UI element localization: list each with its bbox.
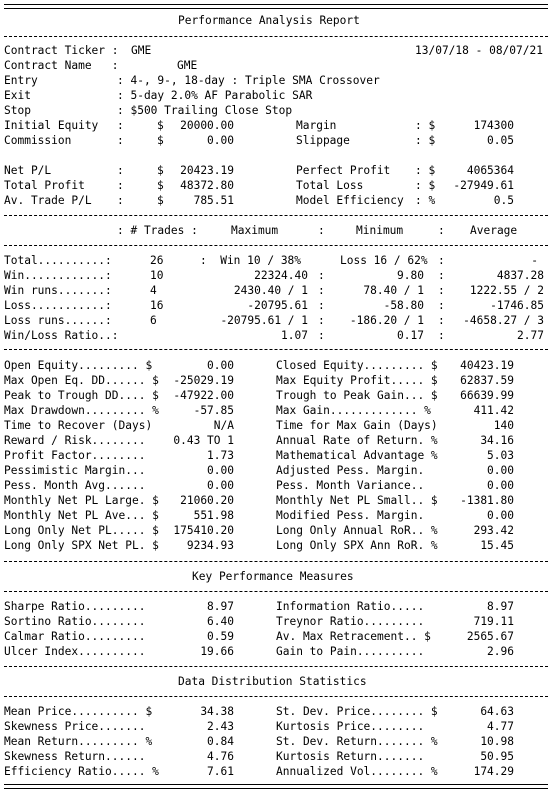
metric-value: 293.42 [473,524,514,537]
metric-value: -1381.80 [460,494,514,507]
metric-label: Skewness Return...... [4,750,146,763]
model-eff-colon: : % [415,194,436,207]
trade-row-max: -20795.61 [247,299,308,312]
metric-label: Pess. Month Avg...... [4,479,146,492]
metric-value: 7.61 [207,765,234,778]
stop-value: : $500 Trailing Close Stop [117,104,293,117]
trade-row-avg: -1746.85 [490,299,544,312]
metric-label: Calmar Ratio......... [4,630,146,643]
trade-row-label: Total..........: [4,254,112,267]
metric-label: Annual Rate of Return. % [276,434,438,447]
rule [4,245,548,246]
name-value: GME [177,59,198,72]
trade-row-min: 78.40 / 1 [363,284,424,297]
metric-label: Modified Pess. Margin. [276,509,425,522]
dds-title: Data Distribution Statistics [178,675,367,688]
trade-row-min: Loss 16 / 62% [340,254,428,267]
trade-row-label: Win runs.......: [4,284,112,297]
th-sep: : [438,224,445,237]
trade-row-label: Win/Loss Ratio..: [4,329,119,342]
metric-label: Open Equity......... $ [4,359,153,372]
metric-label: Ulcer Index.......... [4,645,146,658]
metric-label: Max Equity Profit..... $ [276,374,438,387]
total-profit-currency: $ [157,179,164,192]
trade-row-sep: : [318,314,325,327]
trade-row-avg: -4658.27 / 3 [463,314,544,327]
net-pl-label: Net P/L [4,164,52,177]
metric-label: Monthly Net PL Ave... $ [4,509,159,522]
metric-value: 175410.20 [173,524,234,537]
metric-label: Treynor Ratio......... [276,615,425,628]
metric-value: 0.00 [487,509,514,522]
avg-trade-currency: $ [157,194,164,207]
trade-row-avg: 4837.28 [496,269,544,282]
metric-label: Mathematical Advantage % [276,449,438,462]
metric-label: Peak to Trough DD.... $ [4,389,159,402]
trade-row-count: 6 [150,314,157,327]
metric-label: Pess. Month Variance.. [276,479,425,492]
trade-row-sep: : [318,284,325,297]
metric-value: 719.11 [473,615,514,628]
slippage-value: 0.05 [487,134,514,147]
commission-value: 0.00 [207,134,234,147]
total-profit-value: 48372.80 [180,179,234,192]
commission-currency: $ [157,134,164,147]
metric-value: 0.84 [207,735,234,748]
th-sep: : [318,224,325,237]
stop-label: Stop [4,104,31,117]
rule [4,696,548,697]
metric-value: 2.96 [487,645,514,658]
metric-label: Long Only Annual RoR.. % [276,524,438,537]
metric-value: 2565.67 [466,630,514,643]
metric-value: 4.77 [487,720,514,733]
metric-label: Closed Equity......... $ [276,359,438,372]
metric-label: Kurtosis Return....... [276,750,425,763]
commission-label: Commission [4,134,72,147]
rule [4,36,548,37]
metric-value: N/A [213,419,234,432]
total-loss-label: Total Loss [296,179,364,192]
slippage-colon: : $ [415,134,436,147]
metric-value: 174.29 [473,765,514,778]
trade-row-count: 26 [150,254,164,267]
metric-label: Profit Factor........ [4,449,146,462]
metric-label: Mean Price.......... $ [4,705,153,718]
perfect-profit-colon: : $ [415,164,436,177]
metric-label: Monthly Net PL Small.. $ [276,494,438,507]
double-rule [4,784,548,789]
metric-value: 0.00 [207,479,234,492]
metric-label: Max Drawdown......... % [4,404,159,417]
total-loss-value: -27949.61 [453,179,514,192]
metric-label: Annualized Vol........ % [276,765,438,778]
metric-value: 15.45 [480,539,514,552]
metric-label: Information Ratio..... [276,600,425,613]
initial-equity-value: 20000.00 [180,119,234,132]
metric-label: Time for Max Gain (Days) [276,419,438,432]
commission-colon: : [117,134,124,147]
exit-value: : 5-day 2.0% AF Parabolic SAR [117,89,313,102]
trade-row-min: -58.80 [383,299,424,312]
rule [4,666,548,667]
trade-row-max: : Win 10 / 38% [200,254,302,267]
exit-label: Exit [4,89,31,102]
trade-row-sep: : [318,329,325,342]
metric-label: Gain to Pain.......... [276,645,425,658]
metric-label: Skewness Price....... [4,720,146,733]
trade-row-max: 1.07 [281,329,308,342]
rule [4,561,548,562]
trade-row-avg: 1222.55 / 2 [469,284,544,297]
metric-value: 8.97 [207,600,234,613]
total-profit-label: Total Profit [4,179,85,192]
metric-value: 64.63 [480,705,514,718]
trade-row-sep: : [438,254,445,267]
trade-row-min: -186.20 / 1 [349,314,424,327]
metric-label: Adjusted Pess. Margin. [276,464,425,477]
metric-label: Av. Max Retracement.. $ [276,630,431,643]
metric-value: 19.66 [200,645,234,658]
metric-value: 34.16 [480,434,514,447]
trade-row-min: 9.80 [397,269,424,282]
perfect-profit-label: Perfect Profit [296,164,391,177]
name-label: Contract Name : [4,59,119,72]
avg-trade-value: 785.51 [193,194,234,207]
metric-label: Long Only SPX Net PL. $ [4,539,159,552]
trade-row-label: Loss...........: [4,299,112,312]
metric-label: Pessimistic Margin... [4,464,146,477]
ticker-value: GME [131,44,152,57]
trade-row-sep: : [438,284,445,297]
trade-row-max: -20795.61 / 1 [220,314,308,327]
rule [4,349,548,350]
metric-label: Time to Recover (Days) [4,419,153,432]
trade-row-count: 4 [150,284,157,297]
trade-row-label: Loss runs......: [4,314,112,327]
entry-value: : 4-, 9-, 18-day : Triple SMA Crossover [117,74,380,87]
metric-value: 50.95 [480,750,514,763]
metric-label: St. Dev. Return....... % [276,735,438,748]
th-minimum: Minimum [356,224,404,237]
metric-label: Sortino Ratio........ [4,615,146,628]
entry-label: Entry [4,74,38,87]
trade-row-avg: 2.77 [517,329,544,342]
metric-value: 1.73 [207,449,234,462]
trade-row-sep: : [318,299,325,312]
metric-value: 411.42 [473,404,514,417]
kpm-title: Key Performance Measures [192,570,354,583]
metric-label: Monthly Net PL Large. $ [4,494,159,507]
trade-row-max: 2430.40 / 1 [233,284,308,297]
initial-equity-colon: : [117,119,124,132]
metric-value: 66639.99 [460,389,514,402]
metric-label: Long Only SPX Ann RoR. % [276,539,438,552]
rule [4,215,548,216]
date-range: 13/07/18 - 08/07/21 [415,44,543,57]
metric-label: St. Dev. Price........ $ [276,705,438,718]
trade-row-max: 22324.40 [254,269,308,282]
metric-value: 0.00 [207,464,234,477]
metric-value: 34.38 [200,705,234,718]
metric-label: Reward / Risk........ [4,434,146,447]
metric-value: 40423.19 [460,359,514,372]
model-eff-label: Model Efficiency [296,194,404,207]
ticker-label: Contract Ticker : [4,44,119,57]
metric-value: 10.98 [480,735,514,748]
metric-value: 0.59 [207,630,234,643]
trade-row-count: 16 [150,299,164,312]
metric-value: 21060.20 [180,494,234,507]
metric-label: Efficiency Ratio..... % [4,765,159,778]
metric-label: Sharpe Ratio......... [4,600,146,613]
metric-value: 0.00 [207,359,234,372]
avg-trade-label: Av. Trade P/L [4,194,92,207]
perfect-profit-value: 4065364 [466,164,514,177]
trade-row-sep: : [438,299,445,312]
slippage-label: Slippage [296,134,350,147]
initial-equity-label: Initial Equity [4,119,99,132]
trade-row-count: 10 [150,269,164,282]
metric-value: 0.00 [487,464,514,477]
th-trades: : # Trades : [117,224,198,237]
metric-label: Max Open Eq. DD...... $ [4,374,159,387]
margin-value: 174300 [473,119,514,132]
metric-value: -47922.00 [173,389,234,402]
metric-value: 5.03 [487,449,514,462]
metric-label: Kurtosis Price........ [276,720,425,733]
metric-label: Trough to Peak Gain... $ [276,389,438,402]
initial-equity-currency: $ [157,119,164,132]
trade-row-sep: : [438,314,445,327]
trade-row-sep: : [438,269,445,282]
avg-trade-colon: : [117,194,124,207]
total-loss-colon: : $ [415,179,436,192]
net-pl-currency: $ [157,164,164,177]
metric-value: 2.43 [207,720,234,733]
report-title: Performance Analysis Report [178,14,360,27]
net-pl-value: 20423.19 [180,164,234,177]
metric-value: 62837.59 [460,374,514,387]
margin-label: Margin [296,119,337,132]
th-average: Average [470,224,518,237]
rule [4,591,548,592]
metric-value: 0.43 TO 1 [173,434,234,447]
metric-value: 6.40 [207,615,234,628]
metric-label: Max Gain............. % [276,404,431,417]
trade-row-avg: - [531,254,538,267]
metric-value: -57.85 [193,404,234,417]
model-eff-value: 0.5 [493,194,514,207]
metric-value: -25029.19 [173,374,234,387]
metric-value: 0.00 [487,479,514,492]
total-profit-colon: : [117,179,124,192]
margin-colon: : $ [415,119,436,132]
metric-value: 9234.93 [186,539,234,552]
metric-label: Long Only Net PL..... $ [4,524,159,537]
metric-label: Mean Return......... % [4,735,153,748]
trade-row-label: Win............: [4,269,112,282]
metric-value: 140 [493,419,514,432]
trade-row-min: 0.17 [397,329,424,342]
trade-row-sep: : [318,269,325,282]
net-pl-colon: : [117,164,124,177]
metric-value: 8.97 [487,600,514,613]
trade-row-sep: : [438,329,445,342]
metric-value: 4.76 [207,750,234,763]
th-maximum: Maximum [231,224,279,237]
double-rule [4,4,548,9]
metric-value: 551.98 [193,509,234,522]
